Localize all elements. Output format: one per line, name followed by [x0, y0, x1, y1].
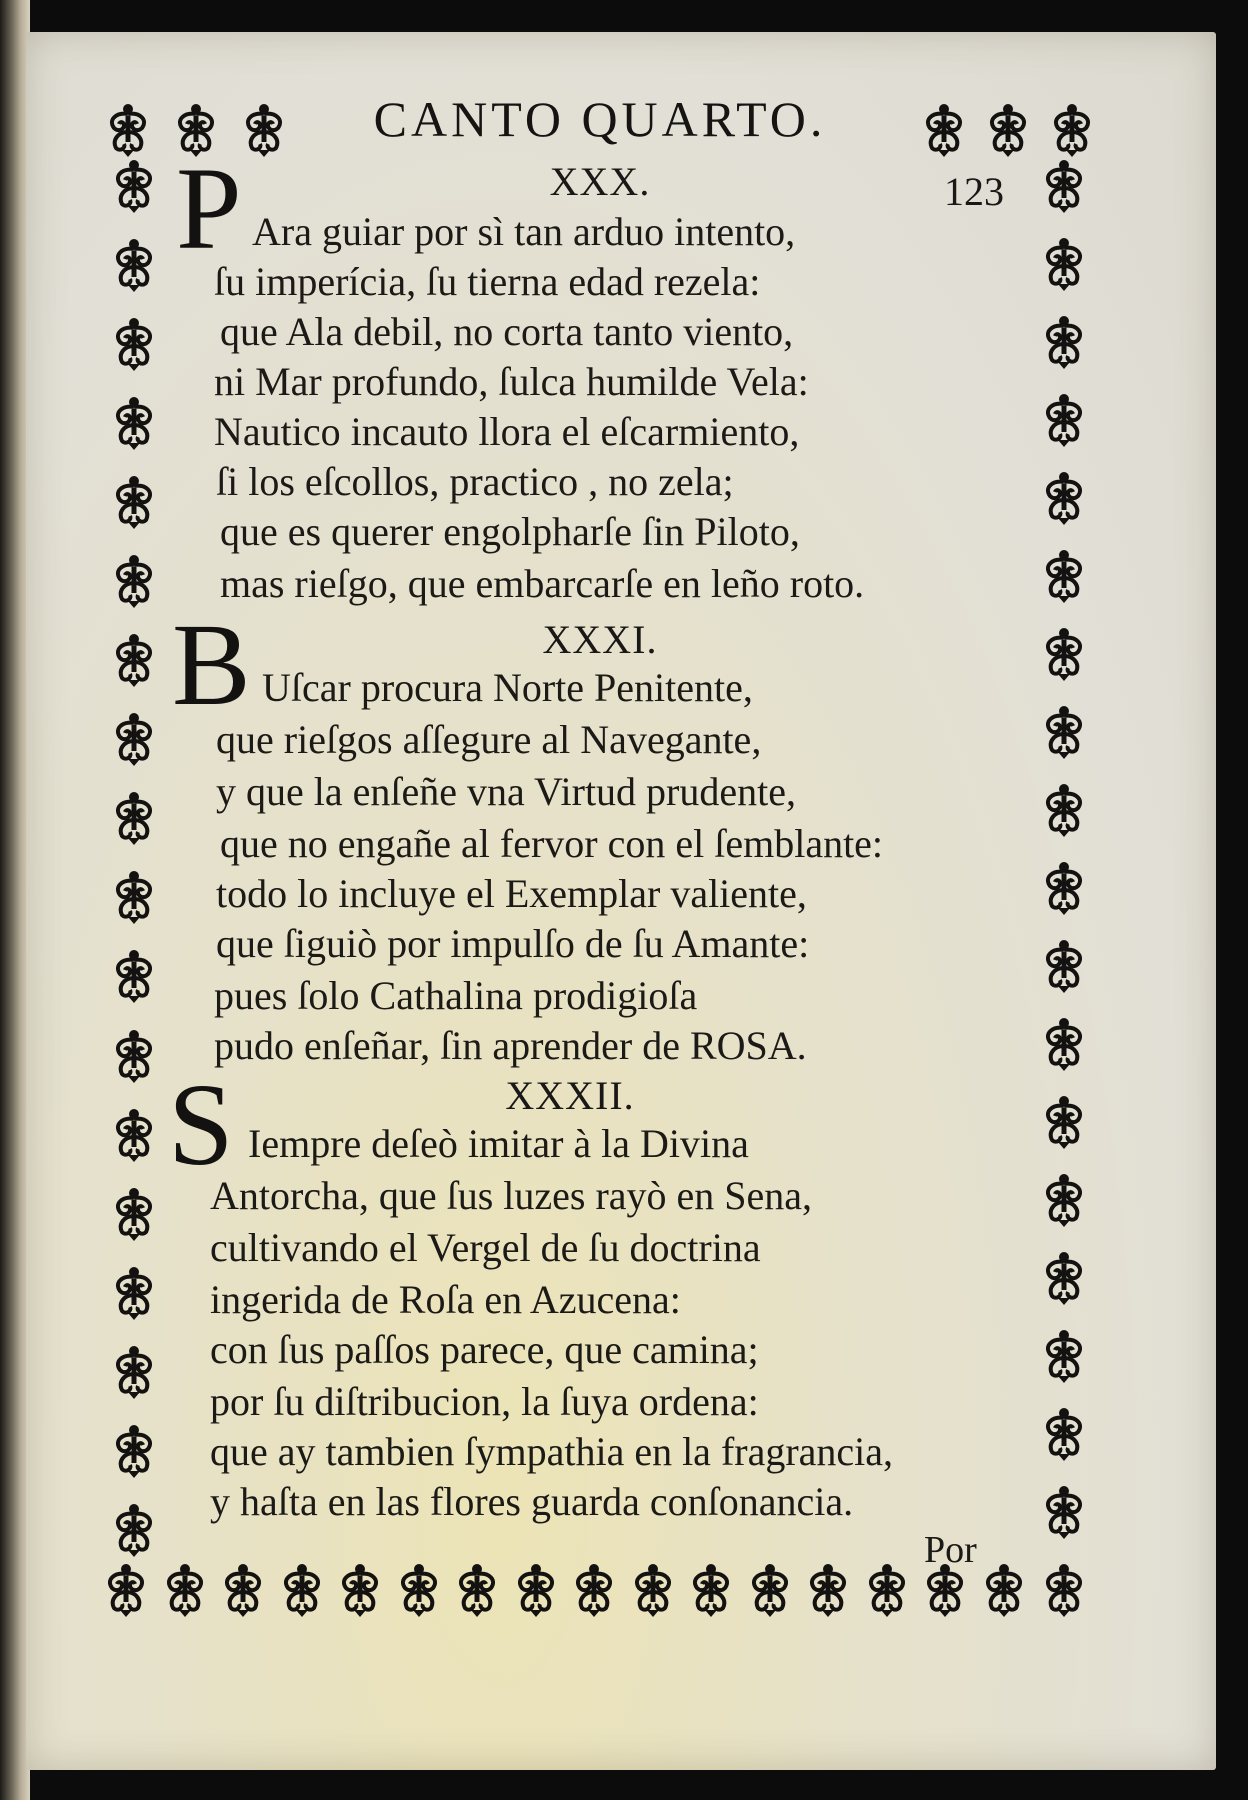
fleuron-ornament — [1038, 158, 1090, 214]
fleuron-ornament — [744, 1562, 796, 1618]
fleuron-ornament — [238, 102, 290, 158]
fleuron-ornament — [802, 1562, 854, 1618]
verse-line: ingerida de Roſa en Azucena: — [210, 1277, 681, 1322]
fleuron-ornament — [108, 553, 160, 609]
right-ornament-border — [1038, 158, 1090, 1618]
fleuron-ornament — [108, 1107, 160, 1163]
fleuron-ornament — [978, 1562, 1030, 1618]
fleuron-ornament — [1038, 392, 1090, 448]
fleuron-ornament — [568, 1562, 620, 1618]
fleuron-ornament — [918, 102, 970, 158]
fleuron-ornament — [108, 1344, 160, 1400]
fleuron-ornament — [108, 1423, 160, 1479]
fleuron-ornament — [1038, 1172, 1090, 1228]
verse-line: y que la enſeñe vna Virtud prudente, — [216, 769, 796, 814]
verse-line: mas rieſgo, que embarcarſe en leño roto. — [220, 561, 865, 606]
fleuron-ornament — [276, 1562, 328, 1618]
left-ornament-border — [108, 158, 160, 1558]
verse-line: por ſu diſtribucion, la ſuya ordena: — [210, 1379, 759, 1424]
verse-line: Ara guiar por sì tan arduo intento, — [252, 209, 796, 254]
fleuron-ornament — [685, 1562, 737, 1618]
fleuron-ornament — [627, 1562, 679, 1618]
fleuron-ornament — [108, 237, 160, 293]
fleuron-ornament — [108, 1265, 160, 1321]
page-number: 123 — [944, 169, 1004, 214]
fleuron-ornament — [1038, 236, 1090, 292]
fleuron-ornament — [108, 632, 160, 688]
fleuron-ornament — [1038, 1016, 1090, 1072]
fleuron-ornament — [108, 948, 160, 1004]
fleuron-ornament — [1038, 548, 1090, 604]
fleuron-ornament — [217, 1562, 269, 1618]
fleuron-ornament — [982, 102, 1034, 158]
verse-line: y haſta en las flores guarda conſonancia. — [210, 1479, 854, 1524]
verse-line: ſi los eſcollos, practico , no zela; — [216, 459, 734, 504]
fleuron-ornament — [108, 790, 160, 846]
verse-line: cultivando el Vergel de ſu doctrina — [210, 1225, 761, 1270]
fleuron-ornament — [1038, 470, 1090, 526]
fleuron-ornament — [102, 102, 154, 158]
fleuron-ornament — [451, 1562, 503, 1618]
top-right-ornament-band — [918, 102, 1098, 158]
drop-cap-initial: P — [176, 143, 242, 274]
catchword: Por — [924, 1529, 977, 1571]
drop-cap-initial: B — [172, 599, 251, 730]
verse-line: pues ſolo Cathalina prodigioſa — [214, 973, 698, 1018]
fleuron-ornament — [108, 1502, 160, 1558]
verse-line: que no engañe al fervor con el ſemblante: — [220, 821, 884, 866]
verse-line: ſu imperícia, ſu tierna edad rezela: — [214, 259, 761, 304]
fleuron-ornament — [1038, 1250, 1090, 1306]
fleuron-ornament — [393, 1562, 445, 1618]
fleuron-ornament — [1038, 1328, 1090, 1384]
verse-line: que ay tambien ſympathia en la fragrancia, — [210, 1429, 894, 1474]
fleuron-ornament — [1038, 1562, 1090, 1618]
verse-line: pudo enſeñar, ſin aprender de ROSA. — [214, 1023, 807, 1068]
fleuron-ornament — [1038, 1094, 1090, 1150]
fleuron-ornament — [1038, 1484, 1090, 1540]
verse-line: Iempre deſeò imitar à la Divina — [248, 1121, 749, 1166]
fleuron-ornament — [1038, 938, 1090, 994]
verse-line: Antorcha, que ſus luzes rayò en Sena, — [210, 1173, 813, 1218]
stanza-number: XXXII. — [505, 1073, 635, 1118]
fleuron-ornament — [1038, 782, 1090, 838]
bottom-ornament-border — [100, 1562, 1030, 1618]
fleuron-ornament — [159, 1562, 211, 1618]
fleuron-ornament — [1038, 626, 1090, 682]
fleuron-ornament — [108, 1028, 160, 1084]
verse-line: Nautico incauto llora el eſcarmiento, — [214, 409, 800, 454]
fleuron-ornament — [1038, 704, 1090, 760]
fleuron-ornament — [861, 1562, 913, 1618]
fleuron-ornament — [108, 869, 160, 925]
fleuron-ornament — [108, 395, 160, 451]
verse-line: que rieſgos aſſegure al Navegante, — [216, 717, 762, 762]
verse-line: que Ala debil, no corta tanto viento, — [220, 309, 794, 354]
stanza-number: XXX. — [549, 159, 651, 204]
verse-line: con ſus paſſos parece, que camina; — [210, 1327, 759, 1372]
fleuron-ornament — [108, 316, 160, 372]
verse-line: todo lo incluye el Exemplar valiente, — [216, 871, 807, 916]
fleuron-ornament — [108, 474, 160, 530]
fleuron-ornament — [108, 711, 160, 767]
drop-cap-initial: S — [168, 1059, 234, 1190]
running-head: CANTO QUARTO. — [373, 91, 827, 147]
fleuron-ornament — [1038, 314, 1090, 370]
fleuron-ornament — [108, 158, 160, 214]
fleuron-ornament — [108, 1186, 160, 1242]
verse-line: Uſcar procura Norte Penitente, — [262, 665, 753, 710]
verse-line: que ſiguiò por impulſo de ſu Amante: — [216, 921, 810, 966]
fleuron-ornament — [510, 1562, 562, 1618]
fleuron-ornament — [1038, 860, 1090, 916]
verse-line: ni Mar profundo, ſulca humilde Vela: — [214, 359, 809, 404]
stanza-number: XXXI. — [542, 617, 658, 662]
verse-line: que es querer engolpharſe ſin Piloto, — [220, 509, 800, 554]
fleuron-ornament — [1038, 1406, 1090, 1462]
fleuron-ornament — [334, 1562, 386, 1618]
fleuron-ornament — [1046, 102, 1098, 158]
fleuron-ornament — [100, 1562, 152, 1618]
